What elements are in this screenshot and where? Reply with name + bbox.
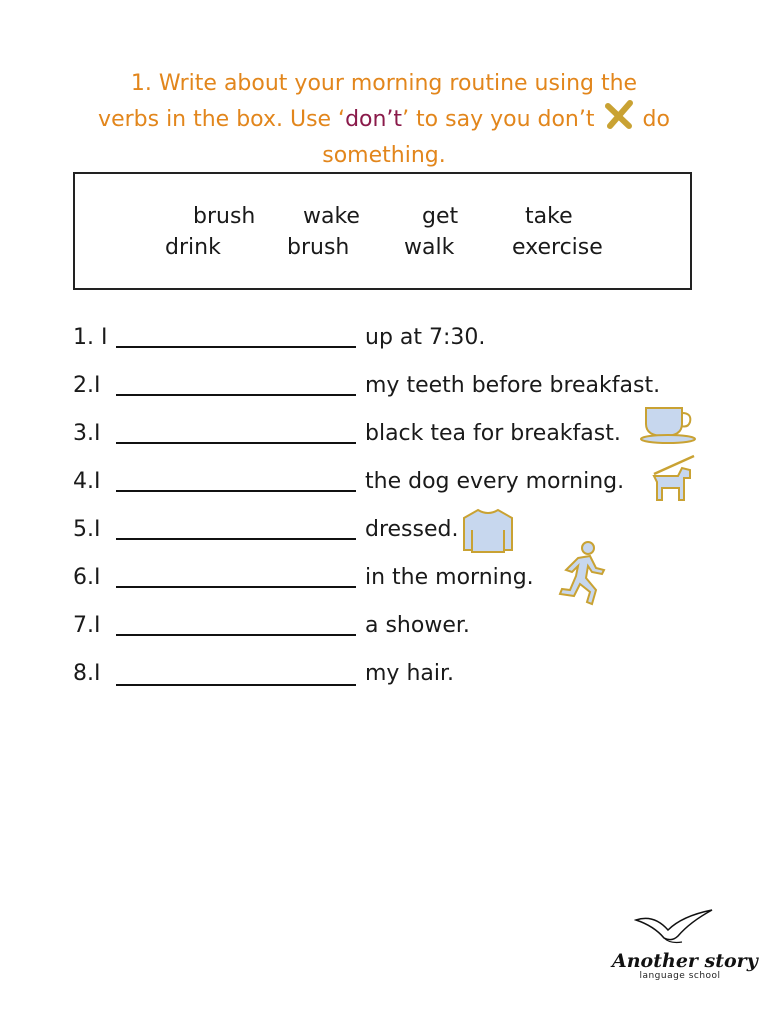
exercise-item-1 [73, 318, 713, 358]
item-text: black tea for breakfast. [365, 421, 621, 446]
instruction-line-2 [60, 100, 708, 140]
item-text: dressed. [365, 517, 459, 542]
exercise-item-5 [73, 510, 713, 550]
exercise-item-2 [73, 366, 713, 406]
verb-word: brush [193, 204, 256, 229]
seagull-icon [634, 908, 714, 952]
logo-name: Another story [612, 950, 758, 972]
verb-word: take [525, 204, 573, 229]
verb-word: brush [287, 235, 350, 260]
item-number: 5.I [73, 517, 101, 542]
logo [608, 908, 758, 988]
dont-word: don’t [345, 107, 403, 132]
answer-blank[interactable] [116, 538, 356, 540]
verb-box [73, 172, 692, 290]
item-number: 1. I [73, 325, 108, 350]
answer-blank[interactable] [116, 394, 356, 396]
item-text: in the morning. [365, 565, 534, 590]
running-person-icon [556, 540, 606, 610]
logo-subtitle: language school [639, 971, 721, 981]
sweater-icon [460, 506, 516, 560]
instruction-line-1: 1. Write about your morning routine using the [130, 71, 638, 96]
verb-word: exercise [512, 235, 603, 260]
item-number: 7.I [73, 613, 101, 638]
instruction-text [60, 68, 708, 172]
verb-word: wake [303, 204, 360, 229]
cross-icon [604, 100, 634, 140]
exercise-item-3 [73, 414, 713, 454]
answer-blank[interactable] [116, 634, 356, 636]
item-number: 4.I [73, 469, 101, 494]
answer-blank[interactable] [116, 442, 356, 444]
verb-word: get [422, 204, 459, 229]
verb-word: drink [165, 235, 221, 260]
item-number: 6.I [73, 565, 101, 590]
exercise-item-4 [73, 462, 713, 502]
item-text: my teeth before breakfast. [365, 373, 661, 398]
item-number: 3.I [73, 421, 101, 446]
answer-blank[interactable] [116, 586, 356, 588]
instruction-line-3: something. [322, 143, 446, 168]
exercise-item-6 [73, 558, 713, 598]
answer-blank[interactable] [116, 490, 356, 492]
answer-blank[interactable] [116, 346, 356, 348]
item-number: 8.I [73, 661, 101, 686]
instruction-line-2-start: verbs in the box. Use ‘ [98, 107, 346, 132]
item-text: up at 7:30. [365, 325, 486, 350]
item-text: the dog every morning. [365, 469, 625, 494]
item-text: a shower. [365, 613, 470, 638]
dog-walking-icon [648, 452, 700, 506]
answer-blank[interactable] [116, 684, 356, 686]
exercise-item-8 [73, 654, 713, 694]
exercise-item-7 [73, 606, 713, 646]
instruction-line-2-end: do [642, 107, 670, 132]
item-text: my hair. [365, 661, 454, 686]
item-number: 2.I [73, 373, 101, 398]
teacup-icon [640, 404, 700, 450]
verb-word: walk [404, 235, 455, 260]
instruction-line-2-middle: ’ to say you don’t [402, 107, 595, 132]
